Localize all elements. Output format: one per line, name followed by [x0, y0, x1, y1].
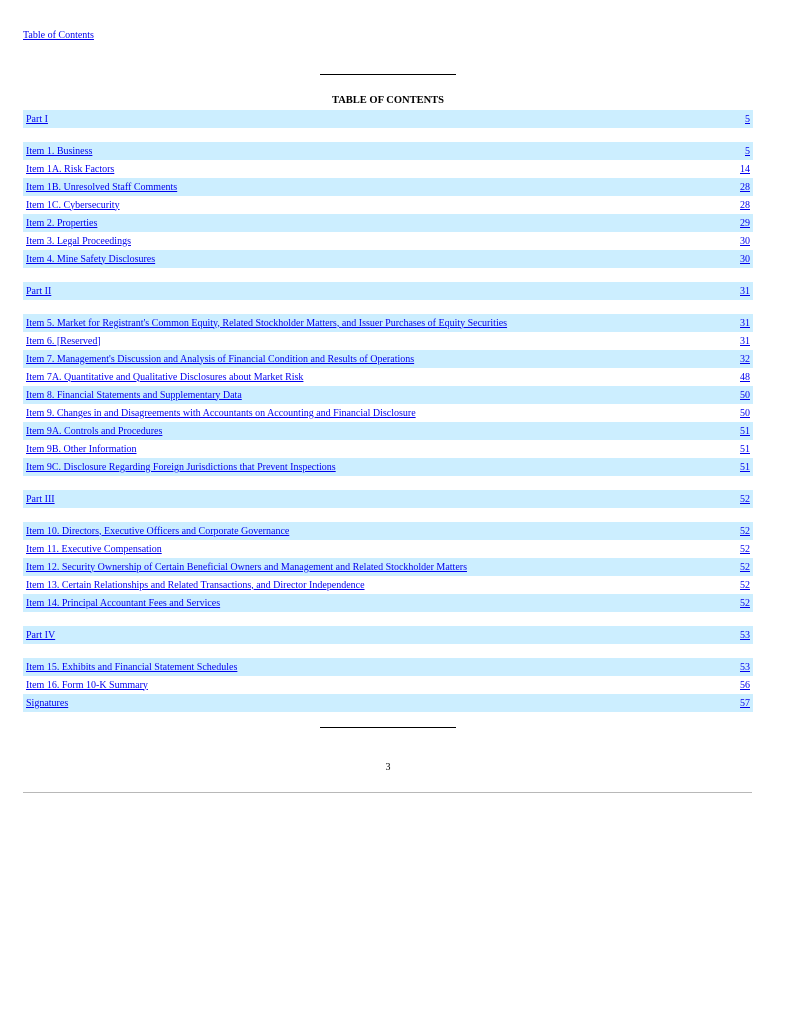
toc-item-row	[23, 386, 753, 404]
toc-page-link[interactable]: 52	[740, 561, 750, 573]
toc-page-link[interactable]: 31	[740, 335, 750, 347]
toc-spacer	[23, 508, 753, 522]
toc-page-link[interactable]: 48	[740, 371, 750, 383]
toc-item-link[interactable]: Item 4. Mine Safety Disclosures	[26, 253, 156, 265]
toc-page-link[interactable]: 53	[740, 629, 750, 641]
toc-item-link[interactable]: Item 6. [Reserved]	[26, 335, 101, 347]
toc-page-link[interactable]: 29	[740, 217, 750, 229]
toc-item-link[interactable]: Item 13. Certain Relationships and Related Transactions, and Director Independence	[26, 579, 365, 591]
toc-item-link[interactable]: Item 9C. Disclosure Regarding Foreign Jurisdictions that Prevent Inspections	[26, 461, 336, 473]
toc-part-row	[23, 626, 753, 644]
divider-top	[320, 74, 456, 75]
toc-item-link[interactable]: Item 1C. Cybersecurity	[26, 199, 120, 211]
toc-spacer	[23, 300, 753, 314]
toc-part-link[interactable]: Part IV	[26, 629, 56, 641]
toc-page-link[interactable]: 51	[740, 461, 750, 473]
toc-page-link[interactable]: 52	[740, 493, 750, 505]
toc-item-row	[23, 214, 753, 232]
toc-part-link[interactable]: Part II	[26, 285, 52, 297]
toc-item-row	[23, 694, 753, 712]
toc-page-link[interactable]: 5	[745, 145, 750, 157]
toc-item-row	[23, 250, 753, 268]
toc-part-link[interactable]: Part I	[26, 113, 48, 125]
toc-item-link[interactable]: Item 7. Management's Discussion and Analysis of Financial Condition and Results of Operations	[26, 353, 415, 365]
toc-item-link[interactable]: Item 15. Exhibits and Financial Statement Schedules	[26, 661, 238, 673]
toc-item-row	[23, 422, 753, 440]
table-of-contents-link[interactable]: Table of Contents	[23, 30, 94, 41]
toc-item-link[interactable]: Item 5. Market for Registrant's Common Equity, Related Stockholder Matters, and Issuer Purchases of Equity Securities	[26, 317, 508, 329]
toc-item-link[interactable]: Item 2. Properties	[26, 217, 98, 229]
toc-spacer	[23, 128, 753, 142]
divider-bottom	[320, 727, 456, 728]
toc-spacer	[23, 644, 753, 658]
toc-page-link[interactable]: 5	[745, 113, 750, 125]
toc-item-row	[23, 314, 753, 332]
toc-item-row	[23, 368, 753, 386]
toc-page-link[interactable]: 52	[740, 525, 750, 537]
toc-item-link[interactable]: Item 9A. Controls and Procedures	[26, 425, 163, 437]
toc-item-link[interactable]: Item 9B. Other Information	[26, 443, 137, 455]
toc-item-row	[23, 232, 753, 250]
toc-page-link[interactable]: 14	[740, 163, 750, 175]
toc-page-link[interactable]: 50	[740, 407, 750, 419]
toc-page-link[interactable]: 30	[740, 253, 750, 265]
toc-page-link[interactable]: 51	[740, 443, 750, 455]
toc-page-link[interactable]: 51	[740, 425, 750, 437]
toc-item-link[interactable]: Item 3. Legal Proceedings	[26, 235, 131, 247]
toc-item-row	[23, 676, 753, 694]
toc-page-link[interactable]: 52	[740, 579, 750, 591]
toc-item-row	[23, 440, 753, 458]
toc-item-link[interactable]: Item 1A. Risk Factors	[26, 163, 115, 175]
toc-page-link[interactable]: 31	[740, 317, 750, 329]
toc-page-link[interactable]: 28	[740, 181, 750, 193]
toc-item-row	[23, 522, 753, 540]
toc-item-row	[23, 558, 753, 576]
toc-page-link[interactable]: 50	[740, 389, 750, 401]
toc-page-link[interactable]: 30	[740, 235, 750, 247]
toc-part-row	[23, 490, 753, 508]
toc-item-row	[23, 404, 753, 422]
toc-spacer	[23, 612, 753, 626]
toc-page-link[interactable]: 53	[740, 661, 750, 673]
toc-item-link[interactable]: Signatures	[26, 697, 69, 709]
toc-page-link[interactable]: 28	[740, 199, 750, 211]
toc-item-row	[23, 540, 753, 558]
page-break-rule	[23, 792, 752, 793]
toc-page-link[interactable]: 32	[740, 353, 750, 365]
toc-spacer	[23, 268, 753, 282]
toc-item-row	[23, 196, 753, 214]
toc-item-link[interactable]: Item 8. Financial Statements and Supplementary Data	[26, 389, 242, 401]
toc-page-link[interactable]: 52	[740, 597, 750, 609]
toc-item-row	[23, 594, 753, 612]
toc-part-row	[23, 282, 753, 300]
toc-item-link[interactable]: Item 7A. Quantitative and Qualitative Disclosures about Market Risk	[26, 371, 304, 383]
toc-item-row	[23, 576, 753, 594]
toc-part-link[interactable]: Part III	[26, 493, 55, 505]
toc-title: TABLE OF CONTENTS	[331, 95, 445, 106]
toc-item-row	[23, 350, 753, 368]
toc-item-link[interactable]: Item 11. Executive Compensation	[26, 543, 162, 555]
toc-item-link[interactable]: Item 12. Security Ownership of Certain Beneficial Owners and Management and Related Stockholder Matters	[26, 561, 467, 573]
toc-item-row	[23, 332, 753, 350]
toc-item-row	[23, 160, 753, 178]
toc-item-row	[23, 142, 753, 160]
toc-part-row	[23, 110, 753, 128]
toc-item-row	[23, 178, 753, 196]
toc-item-link[interactable]: Item 14. Principal Accountant Fees and Services	[26, 597, 221, 609]
toc-item-link[interactable]: Item 9. Changes in and Disagreements with Accountants on Accounting and Financial Disclosure	[26, 407, 416, 419]
toc-item-link[interactable]: Item 10. Directors, Executive Officers and Corporate Governance	[26, 525, 290, 537]
toc-item-link[interactable]: Item 1B. Unresolved Staff Comments	[26, 181, 178, 193]
toc-page-link[interactable]: 52	[740, 543, 750, 555]
page-number: 3	[385, 762, 391, 773]
toc-page-link[interactable]: 31	[740, 285, 750, 297]
toc-item-row	[23, 458, 753, 476]
toc-item-link[interactable]: Item 1. Business	[26, 145, 93, 157]
toc-spacer	[23, 476, 753, 490]
toc-page-link[interactable]: 56	[740, 679, 750, 691]
toc-page-link[interactable]: 57	[740, 697, 750, 709]
toc-item-link[interactable]: Item 16. Form 10-K Summary	[26, 679, 148, 691]
toc-item-row	[23, 658, 753, 676]
toc-table	[23, 110, 753, 712]
